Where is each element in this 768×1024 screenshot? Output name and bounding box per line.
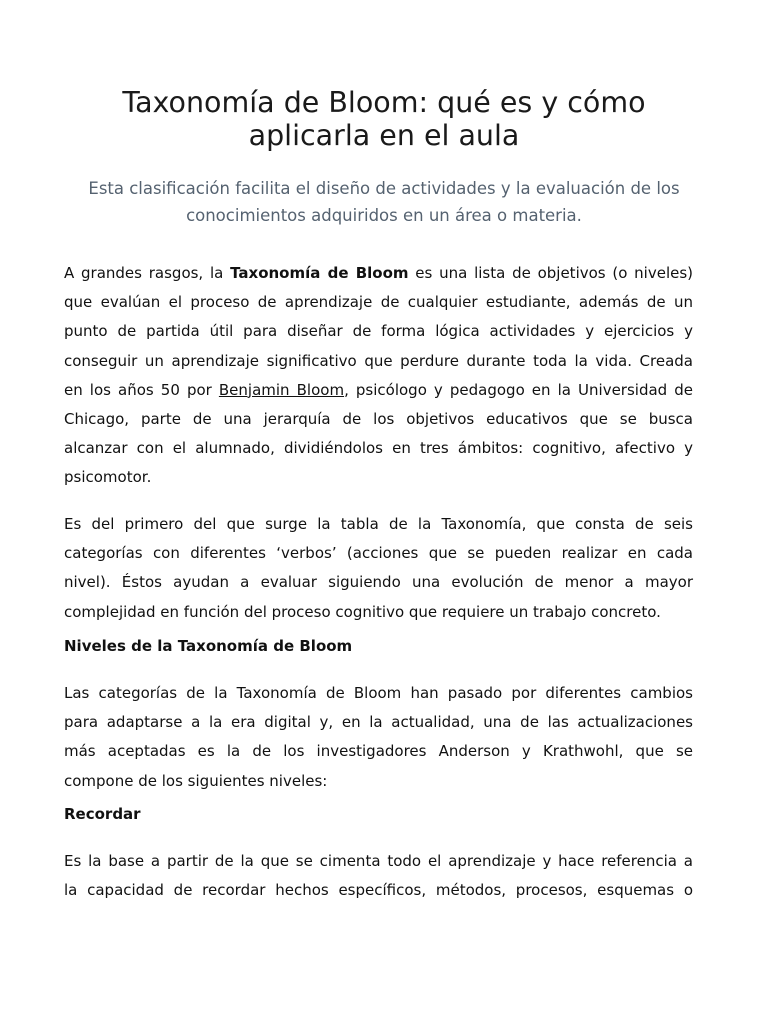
paragraph-line: compone de los siguientes niveles: [64,771,328,790]
paragraph-recordar [64,847,693,905]
article-subtitle: Esta clasificación facilita el diseño de actividades y la evaluación de los conocimientos adquiridos en un área o materia. [88,179,680,225]
heading-niveles: Niveles de la Taxonomía de Bloom [64,637,353,655]
paragraph-line: la capacidad de recordar hechos específicos, métodos, procesos, esquemas o [64,881,693,900]
text-run: , psicólogo y pedagogo en la Universidad de [344,380,693,399]
paragraph-line: nivel). Éstos ayudan a evaluar siguiendo una evolución de menor a mayor [64,573,693,592]
heading-recordar: Recordar [64,805,141,823]
paragraph-line: categorías con diferentes ‘verbos’ (acciones que se pueden realizar en cada [64,544,693,563]
paragraph-line: Las categorías de la Taxonomía de Bloom han pasado por diferentes cambios [64,684,693,702]
paragraph-categories [64,510,693,627]
paragraph-line: psicomotor. [64,468,152,487]
paragraph-line [64,259,693,288]
paragraph-line: que evalúan el proceso de aprendizaje de cualquier estudiante, además de un [64,293,693,312]
paragraph-line [64,376,693,405]
paragraph-line: Es la base a partir de la que se cimenta todo el aprendizaje y hace referencia a [64,852,693,870]
bold-term: Taxonomía de Bloom [230,264,409,282]
article-title: Taxonomía de Bloom: qué es y cómo aplicarla en el aula [122,86,646,152]
text-run: A grandes rasgos, la [64,264,231,282]
paragraph-levels-intro [64,679,693,796]
paragraph-line: complejidad en función del proceso cognitivo que requiere un trabajo concreto. [64,602,661,621]
paragraph-line: más aceptadas es la de los investigadores Anderson y Krathwohl, que se [64,742,693,761]
paragraph-line: Es del primero del que surge la tabla de la Taxonomía, que consta de seis [64,515,693,533]
paragraph-line: para adaptarse a la era digital y, en la actualidad, una de las actualizaciones [64,713,693,732]
paragraph-line: Chicago, parte de una jerarquía de los objetivos educativos que se busca [64,410,693,429]
benjamin-bloom-link[interactable]: Benjamin Bloom [218,380,345,399]
text-run: es una lista de objetivos (o niveles) [408,264,694,282]
paragraph-line: alcanzar con el alumnado, dividiéndolos en tres ámbitos: cognitivo, afectivo y [64,439,693,458]
text-run: en los años 50 por [64,380,219,399]
paragraph-line: punto de partida útil para diseñar de forma lógica actividades y ejercicios y [64,322,693,341]
paragraph-intro [64,259,693,493]
paragraph-line: conseguir un aprendizaje significativo que perdure durante toda la vida. Creada [64,351,693,370]
